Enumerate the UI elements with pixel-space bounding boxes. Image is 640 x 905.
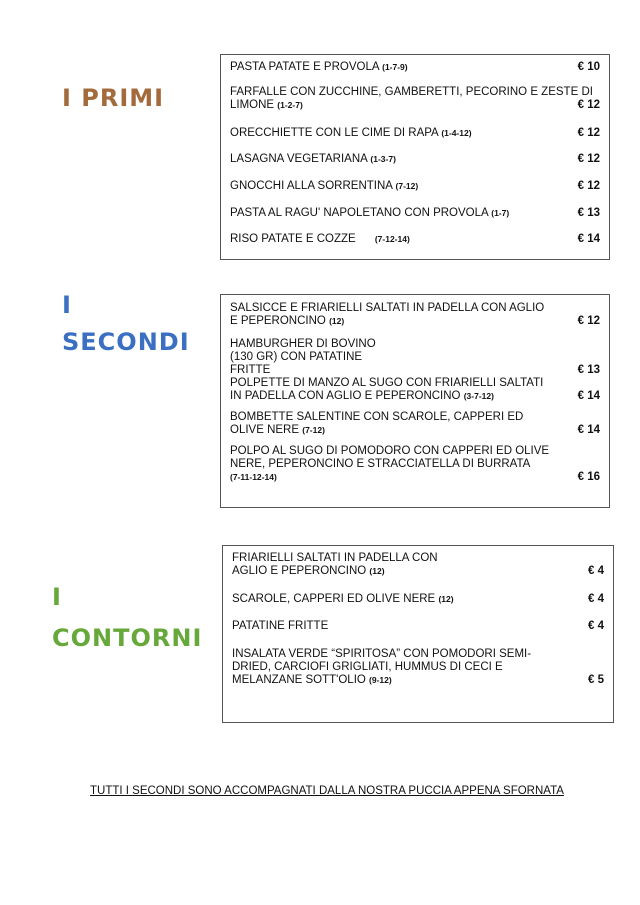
menu-item-price: € 4 [588, 593, 604, 605]
menu-item [230, 302, 600, 328]
menu-box-contorni [222, 545, 614, 723]
menu-item-name-wrap [230, 233, 600, 246]
allergen-code: (3-7-12) [463, 391, 494, 401]
menu-item-name: FARFALLE CON ZUCCHINE, GAMBERETTI, PECORINO E ZESTE DI LIMONE [230, 86, 593, 111]
menu-item [230, 61, 600, 74]
menu-item-name: PASTA PATATE E PROVOLA [230, 61, 379, 73]
allergen-code: (7-12) [302, 425, 325, 435]
menu-item-name-wrap [230, 207, 600, 220]
menu-item [230, 338, 600, 377]
allergen-code: (1-2-7) [277, 100, 303, 110]
section-title-secondi: SECONDI [62, 328, 190, 356]
menu-item-name-wrap [230, 445, 600, 484]
menu-item [230, 207, 600, 220]
section-title-contorni: CONTORNI [52, 624, 203, 652]
menu-item-price: € 12 [577, 99, 600, 111]
menu-item [230, 180, 600, 193]
allergen-code: (7-11-12-14) [230, 472, 277, 482]
menu-item [230, 377, 600, 403]
menu-item-name: SCAROLE, CAPPERI ED OLIVE NERE [232, 593, 436, 605]
section-title-primi [62, 86, 164, 110]
allergen-code: (12) [438, 594, 454, 604]
menu-item-name-wrap [230, 180, 600, 193]
menu-item-price: € 13 [577, 364, 600, 376]
menu-item-price: € 10 [577, 61, 600, 73]
menu-item-name: POLPETTE DI MANZO AL SUGO CON FRIARIELLI SALTATI IN PADELLA CON AGLIO E PEPERONCINO [230, 377, 544, 402]
menu-item-price: € 14 [577, 424, 600, 436]
menu-box-primi [220, 54, 610, 260]
allergen-code: (1-7-9) [382, 62, 408, 72]
menu-item-name-wrap [230, 338, 600, 377]
menu-item [232, 593, 604, 606]
allergen-code: (12) [369, 566, 385, 576]
menu-item-price: € 12 [577, 127, 600, 139]
allergen-code: (1-3-7) [370, 154, 396, 164]
menu-item-name-wrap [230, 153, 600, 166]
menu-item [230, 127, 600, 140]
menu-item-name: BOMBETTE SALENTINE CON SCAROLE, CAPPERI ED OLIVE NERE [230, 411, 524, 436]
menu-item [232, 552, 604, 578]
menu-item-name-wrap [230, 377, 600, 403]
menu-item-name: ORECCHIETTE CON LE CIME DI RAPA [230, 127, 439, 139]
footer-note: TUTTI I SECONDI SONO ACCOMPAGNATI DALLA NOSTRA PUCCIA APPENA SFORNATA [90, 785, 564, 797]
menu-item-name: LASAGNA VEGETARIANA [230, 153, 368, 165]
menu-item-name: POLPO AL SUGO DI POMODORO CON CAPPERI ED OLIVE NERE, PEPERONCINO E STRACCIATELLA DI BURRATA [230, 445, 550, 470]
menu-item-name-wrap [230, 61, 600, 74]
section-title-secondi-prefix: I [62, 291, 72, 319]
menu-item-price: € 14 [577, 233, 600, 245]
menu-item-name-wrap [232, 593, 604, 606]
menu-item [232, 648, 604, 687]
allergen-code: (9-12) [369, 675, 392, 685]
menu-item [230, 233, 600, 246]
menu-item-name: HAMBURGHER DI BOVINO (130 GR) CON PATATINE FRITTE [230, 338, 376, 376]
allergen-code: (7-12) [395, 181, 419, 191]
menu-item-name: FRIARIELLI SALTATI IN PADELLA CON AGLIO E PEPERONCINO [232, 552, 438, 577]
menu-item-price: € 16 [577, 471, 600, 483]
menu-item [230, 86, 600, 112]
menu-item [230, 445, 600, 484]
menu-item [232, 620, 604, 633]
section-title-primi-text: PRIMI [81, 84, 165, 112]
section-title-primi-prefix: I [62, 84, 72, 112]
allergen-code: (7-12-14) [374, 234, 410, 244]
menu-item [230, 411, 600, 437]
menu-item-name-wrap [230, 411, 600, 437]
menu-item-name: RISO PATATE E COZZE [230, 233, 356, 245]
menu-box-secondi [220, 294, 610, 508]
allergen-code: (1-7) [491, 208, 510, 218]
menu-item-name-wrap [230, 86, 600, 112]
menu-item-price: € 4 [588, 565, 604, 577]
section-title-contorni-prefix: I [52, 583, 62, 611]
menu-item-name-wrap [230, 302, 600, 328]
menu-item-price: € 12 [577, 315, 600, 327]
menu-item-price: € 14 [577, 390, 600, 402]
menu-item-name: SALSICCE E FRIARIELLI SALTATI IN PADELLA CON AGLIO E PEPERONCINO [230, 302, 545, 327]
menu-item-name-wrap [232, 648, 604, 687]
menu-item-name: PATATINE FRITTE [232, 620, 329, 632]
allergen-code: (12) [329, 316, 345, 326]
menu-item [230, 153, 600, 166]
menu-item-name: INSALATA VERDE “SPIRITOSA” CON POMODORI SEMI-DRIED, CARCIOFI GRIGLIATI, HUMMUS DI CECI E MELANZANE SOTT'OLIO [232, 648, 532, 686]
menu-item-name: GNOCCHI ALLA SORRENTINA [230, 180, 393, 192]
allergen-code: (1-4-12) [441, 128, 472, 138]
menu-item-price: € 4 [588, 620, 604, 632]
menu-item-price: € 5 [588, 674, 604, 686]
menu-item-price: € 13 [577, 207, 600, 219]
menu-item-price: € 12 [577, 180, 600, 192]
menu-item-name-wrap [230, 127, 600, 140]
menu-item-price: € 12 [577, 153, 600, 165]
menu-item-name-wrap [232, 552, 604, 578]
menu-item-name-wrap [232, 620, 604, 633]
menu-item-name: PASTA AL RAGU' NAPOLETANO CON PROVOLA [230, 207, 489, 219]
